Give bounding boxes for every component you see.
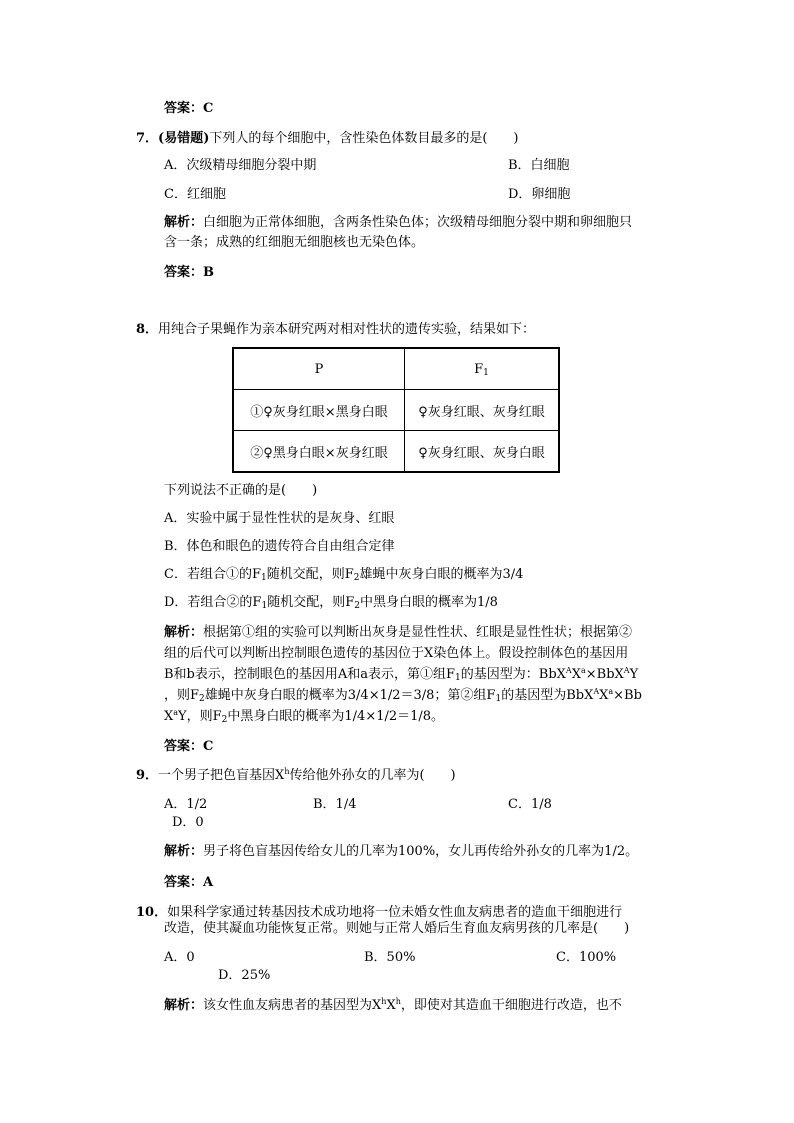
answer-value: B xyxy=(203,265,215,280)
q9-option-d: D．0 xyxy=(172,815,204,830)
superscript: h xyxy=(284,767,290,776)
header-f1 xyxy=(405,348,560,390)
question-text: 如果科学家通过转基因技术成功地将一位未婚女性血友病患者的造血干细胞进行 xyxy=(167,905,623,920)
analysis-text: ×BbX xyxy=(585,667,624,682)
q10-option-d: D．25% xyxy=(218,968,271,983)
superscript: h xyxy=(381,997,387,1006)
q10-option-a: A．0 xyxy=(164,950,195,965)
subscript: 2 xyxy=(353,573,360,583)
analysis-text: ，则F xyxy=(164,688,200,703)
analysis-text: 男子将色盲基因传给女儿的几率为100%，女儿再传给外孙女的几率为1/2。 xyxy=(203,844,639,859)
superscript: A xyxy=(623,666,630,675)
analysis-text: X xyxy=(599,688,609,703)
q8-analysis-line3 xyxy=(164,666,638,684)
q10-option-b: B．50% xyxy=(364,950,416,965)
q8-answer xyxy=(164,738,213,756)
analysis-text: ×Bb xyxy=(613,688,642,703)
subscript: 1 xyxy=(260,573,267,583)
analysis-label: 解析： xyxy=(164,844,204,859)
question-number: 9． xyxy=(136,768,159,783)
q10-option-c: C．100% xyxy=(556,950,617,965)
question-number: 7． xyxy=(136,131,159,146)
question-number: 8． xyxy=(136,322,159,337)
q9-option-a: A．1/2 xyxy=(164,797,208,812)
option-text: 随机交配，则F xyxy=(267,595,355,610)
q8-analysis-line4 xyxy=(164,687,642,705)
question-text: 下列人的每个细胞中，含性染色体数目最多的是( ) xyxy=(209,131,519,146)
q9-option-c: C．1/8 xyxy=(508,797,552,812)
analysis-label: 解析： xyxy=(164,215,204,230)
q7-analysis-line2: 含一条；成熟的红细胞无细胞核也无染色体。 xyxy=(164,235,425,250)
header-f1-sub: 1 xyxy=(483,367,489,378)
q8-option-d xyxy=(164,594,498,612)
q9-stem xyxy=(136,767,456,785)
q8-stem xyxy=(136,321,535,339)
option-text: 雄蝇中灰身白眼的概率为3/4 xyxy=(359,567,524,582)
analysis-label: 解析： xyxy=(164,625,204,640)
cross-results-table xyxy=(232,347,560,473)
answer-label: 答案： xyxy=(164,875,204,890)
q9-option-b: B．1/4 xyxy=(313,797,357,812)
question-number: 10． xyxy=(136,905,168,920)
q8-option-a: A．实验中属于显性性状的是灰身、红眼 xyxy=(164,511,395,526)
q7-analysis-line1 xyxy=(164,214,632,232)
row2-parent: ②♀黑身白眼×灰身红眼 xyxy=(233,431,405,473)
analysis-text: Y xyxy=(629,667,639,682)
analysis-text: 的基因型为BbX xyxy=(501,688,594,703)
answer-value: A xyxy=(203,875,214,890)
analysis-text: 雄蝇中灰身白眼的概率为3/4×1/2＝3/8；第②组F xyxy=(204,688,496,703)
q8-analysis-line2: 组的后代可以判断出控制眼色遗传的基因位于X染色体上。假设控制体色的基因用 xyxy=(164,646,629,661)
analysis-text: ，即使对其造血干细胞进行改造，也不 xyxy=(400,998,622,1013)
q8-option-c xyxy=(164,566,523,584)
row1-parent: ①♀灰身红眼×黑身白眼 xyxy=(233,390,405,431)
q7-stem xyxy=(136,130,519,148)
answer-label: 答案： xyxy=(164,739,204,754)
superscript: A xyxy=(593,687,600,696)
subscript: 1 xyxy=(495,694,502,704)
q8-analysis-line1 xyxy=(164,624,632,642)
q7-answer xyxy=(164,264,214,282)
q7-option-d: D．卵细胞 xyxy=(508,187,571,202)
q10-stem-line2: 改造，使其凝血功能恢复正常。则她与正常人婚后生育血友病男孩的几率是( ) xyxy=(164,921,630,936)
q9-analysis xyxy=(164,843,638,861)
row1-offspring: ♀灰身红眼、灰身红眼 xyxy=(405,390,560,431)
answer-label: 答案： xyxy=(164,101,204,116)
table-header-row xyxy=(233,348,559,390)
answer-value: C xyxy=(203,739,214,754)
q8-question: 下列说法不正确的是( ) xyxy=(164,483,318,498)
analysis-text: 的基因型为：BbX xyxy=(460,667,566,682)
difficulty-tag: (易错题) xyxy=(158,131,210,146)
q8-analysis-line5 xyxy=(164,708,444,726)
superscript: h xyxy=(395,997,401,1006)
answer-value: C xyxy=(203,101,214,116)
analysis-label: 解析： xyxy=(164,998,204,1013)
header-f1-label: F xyxy=(474,361,484,377)
answer-label: 答案： xyxy=(164,265,204,280)
subscript: 1 xyxy=(261,601,268,611)
analysis-text: X xyxy=(164,709,174,724)
table-row xyxy=(233,390,559,431)
option-text: 中黑身白眼的概率为1/8 xyxy=(359,595,498,610)
question-text: 一个男子把色盲基因X xyxy=(158,768,285,783)
option-text: 随机交配，则F xyxy=(266,567,354,582)
subscript: 2 xyxy=(221,715,228,725)
analysis-text: 中黑身白眼的概率为1/4×1/2＝1/8。 xyxy=(227,709,445,724)
header-parent: P xyxy=(233,348,405,390)
row2-offspring: ♀灰身红眼、灰身白眼 xyxy=(405,431,560,473)
subscript: 1 xyxy=(455,673,461,683)
superscript: A xyxy=(565,666,572,675)
q7-option-a: A．次级精母细胞分裂中期 xyxy=(164,158,317,173)
option-text: D．若组合②的F xyxy=(164,595,262,610)
table-row xyxy=(233,431,559,473)
question-text: 传给他外孙女的几率为( ) xyxy=(289,768,456,783)
q8-option-b: B．体色和眼色的遗传符合自由组合定律 xyxy=(164,539,395,554)
analysis-text: X xyxy=(571,667,581,682)
analysis-text: Y，则F xyxy=(178,709,222,724)
subscript: 2 xyxy=(354,601,360,611)
superscript: a xyxy=(608,687,614,696)
q10-analysis xyxy=(164,997,622,1015)
analysis-text: B和b表示，控制眼色的基因用A和a表示，第①组F xyxy=(164,667,456,682)
analysis-text: 该女性血友病患者的基因型为X xyxy=(203,998,382,1013)
superscript: a xyxy=(580,666,586,675)
analysis-text: 白细胞为正常体细胞，含两条性染色体；次级精母细胞分裂中期和卵细胞只 xyxy=(203,215,633,230)
q7-option-b: B．白细胞 xyxy=(508,158,570,173)
q9-answer xyxy=(164,874,213,892)
option-text: C．若组合①的F xyxy=(164,567,261,582)
question-text: 用纯合子果蝇作为亲本研究两对相对性状的遗传实验，结果如下： xyxy=(158,322,536,337)
superscript: a xyxy=(173,708,179,717)
q7-option-c: C．红细胞 xyxy=(164,187,226,202)
subscript: 2 xyxy=(199,694,205,704)
q6-answer xyxy=(164,100,213,118)
analysis-text: 根据第①组的实验可以判断出灰身是显性性状、红眼是显性性状；根据第② xyxy=(203,625,633,640)
analysis-text: X xyxy=(386,998,396,1013)
